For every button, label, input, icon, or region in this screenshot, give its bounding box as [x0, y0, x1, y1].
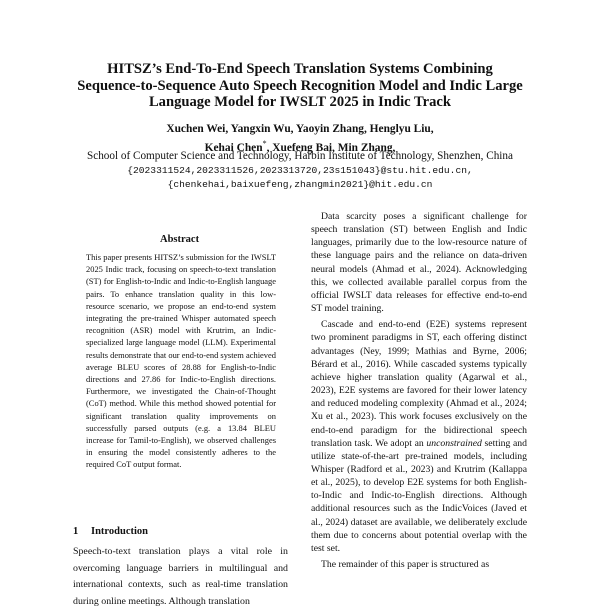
emphasis-unconstrained: unconstrained	[426, 437, 482, 449]
authors-line-2-rest: , Xuefeng Bai, Min Zhang,	[266, 141, 396, 154]
abstract-text: This paper presents HITSZ’s submission for the IWSLT 2025 Indic track, focusing on speech-to-text translation (ST) for English-to-Indic and Indic-to-English language pairs. To enhance translation quality in this low-resource scenario, we propose an end-to-end system integrating the pre-trained Whisper automated speech recognition (ASR) model with Krutrim, an Indic-specialized large language model (LLM). Experimental results demonstrate that our end-to-end system achieved average BLEU scores of 28.88 for English-to-Indic directions and 27.86 for Indic-to-English directions. Furthermore, we investigated the Chain-of-Thought (CoT) method. While this method showed potential for significant translation quality improvements on successfully parsed outputs (e.g. a 13.84 BLEU increase for Tamil-to-English), we observed challenges in ensuring the model consistently adheres to the required CoT output format.	[86, 252, 276, 470]
section-heading-introduction	[73, 526, 148, 537]
section-number: 1	[73, 526, 79, 537]
authors-line-1: Xuchen Wei, Yangxin Wu, Yaoyin Zhang, Henglyu Liu,	[166, 123, 434, 135]
paragraph-data-scarcity: Data scarcity poses a significant challenge for speech translation (ST) between English and Indic languages, primarily due to the low-resource nature of these language pairs and the reliance on data-driven neural models (Ahmad et al., 2024). Acknowledging this, we collected available parallel corpus from the official IWSLT data releases for effective end-to-end ST model training.	[311, 211, 527, 315]
paragraph-remainder: The remainder of this paper is structured as	[321, 559, 490, 571]
affiliation: School of Computer Science and Technology, Harbin Institute of Technology, Shenzhen, China	[87, 150, 513, 162]
introduction-paragraph: Speech-to-text translation plays a vital role in overcoming language barriers in multilingual and international contexts, such as real-time translation during online meetings. Although translation	[73, 546, 288, 608]
paragraph-part: Cascade and end-to-end (E2E) systems represent two prominent paradigms in ST, each offering distinct advantages (Ney, 1999; Mathias and Byrne, 2006; Bérard et al., 2016). While cascaded systems typically achieve higher translation quality (Agarwal et al., 2023), E2E systems are favored for their lower latency and reduced modeling complexity (Ahmad et al., 2024; Xu et al., 2023). This work focuses exclusively on the end-to-end paradigm for the bidirectional speech translation task. We adopt an	[311, 319, 527, 449]
paragraph-part: setting and utilize state-of-the-art pre-trained models, including Whisper (Radford et al., 2023) and Krutrim (Kallappa et al., 2025), to develop E2E systems for both English-to-Indic and Indic-to-English directions. Although additional resources such as the IndicVoices (Javed et al., 2024) dataset are available, we deliberately exclude them due to concerns about potential overlap with the test set.	[311, 437, 527, 554]
title-line: Language Model for IWSLT 2025 in Indic Track	[148, 94, 452, 110]
corresponding-author-mark: *	[262, 138, 267, 148]
section-title: Introduction	[91, 526, 148, 537]
paragraph-cascade-e2e	[311, 318, 527, 555]
email-line-2: {chenkehai,baixuefeng,zhangmin2021}@hit.edu.cn	[167, 179, 433, 190]
abstract-heading: Abstract	[160, 234, 200, 245]
title-line: HITSZ’s End-To-End Speech Translation Systems Combining	[107, 61, 493, 77]
author-kehai-chen: Kehai Chen	[204, 141, 263, 154]
title-line: Sequence-to-Sequence Auto Speech Recognition Model and Indic Large	[77, 77, 523, 94]
right-column-text	[311, 210, 527, 571]
email-line-1: {2023311524,2023311526,2023313720,23s151043}@stu.hit.edu.cn,	[127, 165, 473, 176]
paper-title	[40, 61, 560, 111]
